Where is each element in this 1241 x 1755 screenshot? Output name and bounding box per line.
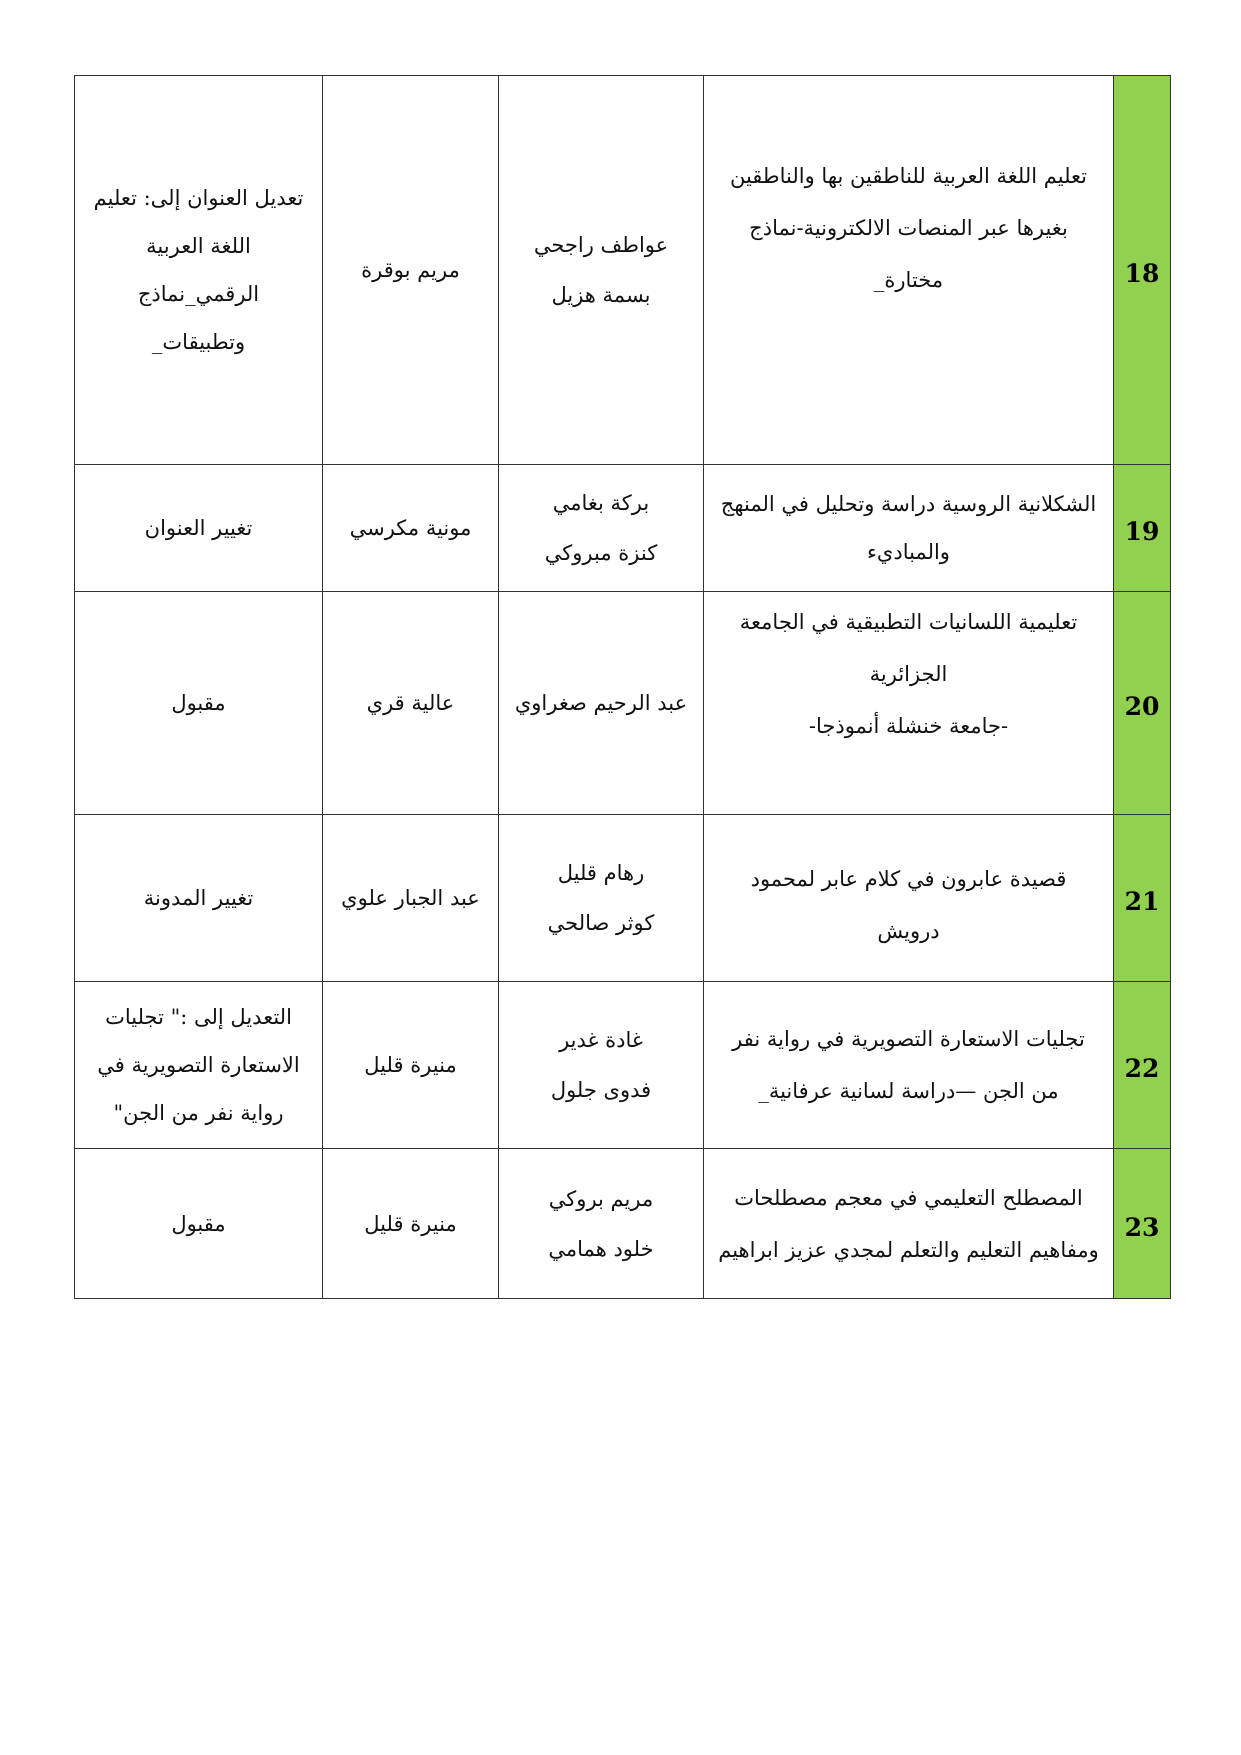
student-name: مريم بروكي <box>548 1186 654 1211</box>
title-cell <box>704 815 1114 982</box>
row-number-cell <box>1114 76 1171 465</box>
students-cell <box>499 1149 704 1299</box>
decision-line: تغيير المدونة <box>143 886 254 910</box>
student-name: كوثر صالحي <box>547 911 655 935</box>
title-cell <box>704 1149 1114 1299</box>
title-line: والمباديء <box>867 540 950 564</box>
row-number: 18 <box>1124 259 1160 288</box>
decision-line: الرقمي_نماذج <box>137 282 260 306</box>
decision-line: الاستعارة التصويرية في <box>97 1053 300 1077</box>
title-cell <box>704 592 1114 815</box>
student-name: بركة بغامي <box>552 491 650 515</box>
supervisor-name: مريم بوقرة <box>361 258 460 282</box>
decision-cell <box>75 1149 323 1299</box>
student-name: كنزة مبروكي <box>544 541 658 565</box>
title-line: بغيرها عبر المنصات الالكترونية-نماذج <box>749 216 1068 240</box>
decision-line: رواية نفر من الجن" <box>113 1101 284 1125</box>
title-line: تجليات الاستعارة التصويرية في رواية نفر <box>732 1027 1085 1051</box>
row-number: 22 <box>1124 1054 1160 1083</box>
row-number: 21 <box>1124 887 1160 916</box>
supervisor-cell <box>323 1149 499 1299</box>
decision-line: التعديل إلى :" تجليات <box>105 1005 292 1029</box>
decision-cell <box>75 982 323 1149</box>
row-number-cell <box>1114 1149 1171 1299</box>
decision-line: وتطبيقات_ <box>151 330 246 354</box>
supervisor-cell <box>323 592 499 815</box>
student-name: عبد الرحيم صغراوي <box>514 691 688 715</box>
title-cell <box>704 982 1114 1149</box>
title-line: -جامعة خنشلة أنموذجا- <box>808 714 1009 738</box>
student-name: خلود همامي <box>548 1236 654 1261</box>
supervisor-name: عبد الجبار علوي <box>341 886 480 910</box>
title-line: من الجن —دراسة لسانية عرفانية_ <box>758 1079 1059 1103</box>
row-number: 20 <box>1124 692 1160 721</box>
title-cell <box>704 76 1114 465</box>
student-name: فدوى جلول <box>550 1078 652 1102</box>
supervisor-cell <box>323 76 499 465</box>
title-line: مختارة_ <box>873 268 944 292</box>
table-row <box>75 76 1171 465</box>
student-name: بسمة هزيل <box>551 283 651 307</box>
title-line: ومفاهيم التعليم والتعلم لمجدي عزيز ابراهيم <box>718 1237 1099 1262</box>
decision-cell <box>75 76 323 465</box>
title-line: قصيدة عابرون في كلام عابر لمحمود <box>750 867 1067 891</box>
supervisor-name: عالية قري <box>366 691 455 715</box>
title-line: الجزائرية <box>869 662 948 686</box>
row-number-cell <box>1114 982 1171 1149</box>
row-number-cell <box>1114 815 1171 982</box>
students-cell <box>499 815 704 982</box>
students-cell <box>499 592 704 815</box>
table-row <box>75 982 1171 1149</box>
table-row <box>75 592 1171 815</box>
table-row <box>75 465 1171 592</box>
supervisor-name: منيرة قليل <box>364 1211 457 1236</box>
title-line: درويش <box>877 919 940 943</box>
decision-line: مقبول <box>171 1211 226 1236</box>
decision-line: تغيير العنوان <box>144 516 253 540</box>
row-number-cell <box>1114 465 1171 592</box>
decision-line: مقبول <box>171 691 226 715</box>
students-cell <box>499 982 704 1149</box>
students-cell <box>499 76 704 465</box>
results-table-body <box>75 76 1171 1299</box>
row-number-cell <box>1114 592 1171 815</box>
table-row <box>75 1149 1171 1299</box>
title-line: تعليمية اللسانيات التطبيقية في الجامعة <box>739 610 1078 634</box>
row-number: 19 <box>1124 517 1160 546</box>
title-line: المصطلح التعليمي في معجم مصطلحات <box>734 1185 1083 1210</box>
title-cell <box>704 465 1114 592</box>
supervisor-cell <box>323 815 499 982</box>
results-table <box>74 75 1171 1299</box>
supervisor-name: مونية مكرسي <box>349 516 472 540</box>
supervisor-cell <box>323 465 499 592</box>
students-cell <box>499 465 704 592</box>
student-name: عواطف راجحي <box>533 233 669 257</box>
title-line: الشكلانية الروسية دراسة وتحليل في المنهج <box>720 492 1097 516</box>
supervisor-cell <box>323 982 499 1149</box>
row-number: 23 <box>1124 1212 1160 1242</box>
student-name: رهام قليل <box>557 861 645 885</box>
student-name: غادة غدير <box>559 1028 643 1052</box>
table-row <box>75 815 1171 982</box>
title-line: تعليم اللغة العربية للناطقين بها والناطقين <box>729 164 1088 188</box>
decision-line: اللغة العربية <box>146 234 251 258</box>
decision-cell <box>75 592 323 815</box>
decision-cell <box>75 465 323 592</box>
decision-line: تعديل العنوان إلى: تعليم <box>93 186 304 210</box>
supervisor-name: منيرة قليل <box>364 1053 457 1077</box>
decision-cell <box>75 815 323 982</box>
